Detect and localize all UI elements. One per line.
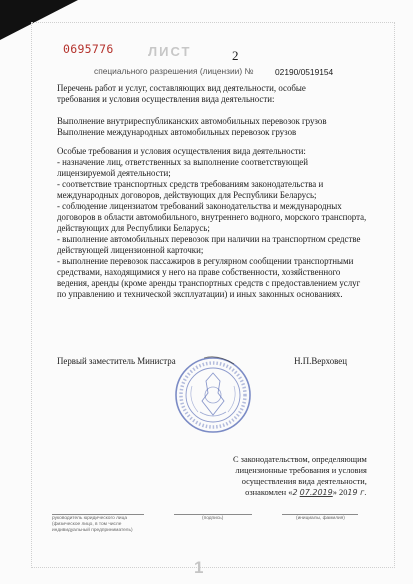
signer-name: Н.П.Верховец	[294, 356, 347, 366]
license-number: 02190/0519154	[275, 67, 334, 77]
requirement-line: ведения, аренды (кроме аренды транспортных средств с предоставлением услуг	[57, 278, 361, 288]
footer-caption-left	[52, 516, 133, 534]
requirements-heading: Особые требования и условия осуществления вида деятельности:	[57, 146, 306, 156]
requirement-line: по управлению и технической эксплуатации) и иных законных основаниях.	[57, 289, 343, 299]
requirement-line: действующих для Республики Беларусь;	[57, 223, 210, 233]
page-number: 1	[194, 558, 204, 577]
official-seal-icon	[174, 356, 252, 434]
ack-month: 07.2019	[299, 488, 333, 497]
ack-year-prefix: » 20	[332, 488, 348, 497]
requirement-line: - соблюдение лицензиатом требований законодательства и международных	[57, 201, 342, 211]
service-item: Выполнение международных автомобильных перевозок грузов	[57, 127, 297, 137]
ack-date-line	[233, 487, 367, 498]
requirement-line: - выполнение перевозок пассажиров в регулярном сообщении транспортными	[57, 256, 354, 266]
signature-line-right	[282, 514, 358, 515]
requirement-line: действующей лицензионной карточки;	[57, 245, 204, 255]
caption-line: руководитель юридического лица	[52, 516, 127, 521]
sheet-title: ЛИСТ	[148, 44, 192, 59]
requirement-line: договоров в области автомобильного, внутреннего водного, морского транспорта,	[57, 212, 367, 222]
service-item: Выполнение внутриреспубликанских автомобильных перевозок грузов	[57, 116, 327, 126]
ack-day: 2	[292, 488, 298, 497]
requirement-line: международных договоров, действующих для Республики Беларусь;	[57, 190, 317, 200]
caption-line: (физическое лицо, в том числе	[52, 522, 122, 527]
requirement-line: - назначение лиц, ответственных за выполнение соответствующей	[57, 157, 308, 167]
list-heading-2: требования и условия осуществления вида деятельности:	[57, 94, 275, 104]
footer-caption-mid: (подпись)	[202, 516, 224, 521]
list-heading-1: Перечень работ и услуг, составляющих вид деятельности, особые	[57, 83, 306, 93]
ack-line: осуществления вида деятельности,	[241, 477, 367, 486]
requirement-line: лицензируемой деятельности;	[57, 168, 171, 178]
sheet-number: 2	[232, 48, 239, 63]
acknowledgement-block	[233, 454, 367, 498]
requirement-line: - выполнение автомобильных перевозок при наличии на транспортном средстве	[57, 234, 361, 244]
signature-line-mid	[174, 514, 252, 515]
ack-line: С законодательством, определяющим	[233, 455, 367, 464]
serial-number: 0695776	[63, 42, 114, 56]
ack-line: лицензионные требования и условия	[235, 466, 367, 475]
signature-line-left	[52, 514, 144, 515]
footer-caption-right: (инициалы, фамилия)	[296, 516, 345, 521]
ack-familiar-label: ознакомлен «	[245, 488, 293, 497]
signer-position: Первый заместитель Министра	[57, 356, 176, 366]
caption-line: индивидуальный предприниматель)	[52, 528, 133, 533]
ack-year: 19 г.	[347, 488, 367, 497]
requirement-line: средствами, находящимися у него на праве собственности, хозяйственного	[57, 267, 341, 277]
requirement-line: - соответствие транспортных средств требованиям законодательства и	[57, 179, 324, 189]
special-permit-label: специального разрешения (лицензии) №	[94, 66, 254, 76]
